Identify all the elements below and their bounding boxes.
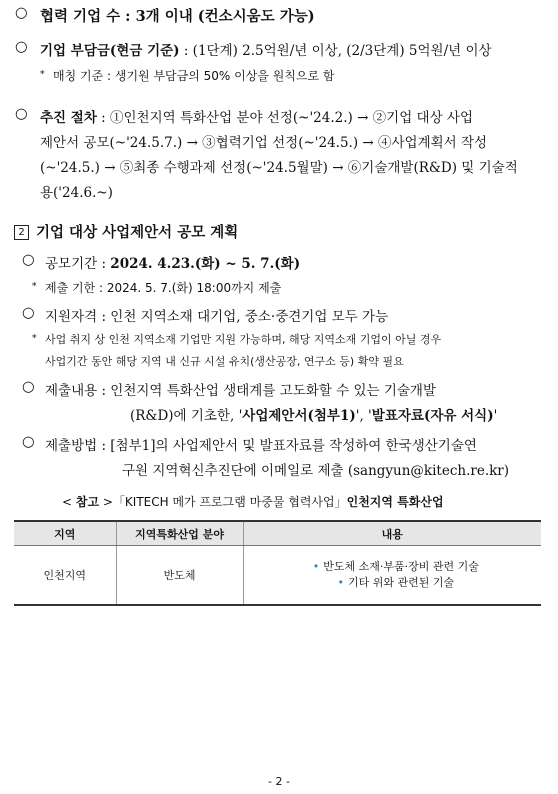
partner-count-line: 협력 기업 수 : 3개 이내 (컨소시움도 가능) bbox=[40, 8, 315, 25]
column-header-content: 내용 bbox=[243, 521, 541, 546]
submission-method-line-2: 구원 지역혁신추진단에 이메일로 제출 (sangyun@kitech.re.kr) bbox=[122, 463, 510, 479]
circle-bullet-icon: ○ bbox=[22, 379, 35, 395]
column-header-field: 지역특화산업 분야 bbox=[116, 521, 243, 546]
circle-bullet-icon: ○ bbox=[22, 305, 35, 321]
content-list-item bbox=[252, 559, 540, 575]
page-number: - 2 - bbox=[268, 775, 290, 788]
circle-bullet-icon: ○ bbox=[22, 434, 35, 450]
star-note-icon: * bbox=[32, 282, 37, 292]
submission-content-sep: ', ' bbox=[355, 408, 372, 424]
submission-content-prefix: (R&D)에 기초한, ' bbox=[130, 408, 243, 424]
deadline-note: 제출 기한 : 2024. 5. 7.(화) 18:00까지 제출 bbox=[45, 281, 282, 295]
table-header-row bbox=[14, 521, 541, 546]
procedure-line-4: 용('24.6.~) bbox=[40, 185, 113, 201]
period-value: 2024. 4.23.(화) ~ 5. 7.(화) bbox=[110, 256, 301, 272]
qualification-note-2: 사업기간 동안 해당 지역 내 신규 시설 유치(생산공장, 연구소 등) 확약 필요 bbox=[45, 355, 404, 368]
period-label: 공모기간 : bbox=[45, 256, 111, 272]
specialized-industry-table bbox=[14, 520, 541, 606]
content-item-text: 기타 위와 관련된 기술 bbox=[347, 576, 455, 589]
table-row bbox=[14, 546, 541, 606]
circle-bullet-icon: ○ bbox=[15, 5, 28, 21]
cell-content bbox=[243, 546, 541, 606]
circle-bullet-icon: ○ bbox=[15, 39, 28, 55]
star-note-icon: * bbox=[40, 70, 45, 80]
procedure-line-3: (~'24.5.) → ⑤최종 수행과제 선정(~'24.5월말) → ⑥기술개발(R&D) 및 기술적 bbox=[40, 160, 518, 176]
content-list-item bbox=[252, 575, 540, 591]
procedure-text: : ①인천지역 특화산업 분야 선정(~'24.2.) → ②기업 대상 사업 bbox=[96, 110, 473, 126]
reference-label: 참고 bbox=[75, 495, 100, 509]
dot-bullet-icon: • bbox=[312, 560, 320, 573]
company-contribution-text: : (1단계) 2.5억원/년 이상, (2/3단계) 5억원/년 이상 bbox=[179, 43, 492, 59]
reference-program-name: >「KITECH 메가 프로그램 마중물 협력사업」 bbox=[99, 495, 347, 509]
submission-content-end: ' bbox=[493, 408, 498, 424]
procedure-line-1 bbox=[40, 106, 473, 126]
circle-bullet-icon: ○ bbox=[22, 252, 35, 268]
reference-title bbox=[62, 493, 444, 510]
period-line bbox=[45, 252, 300, 272]
cell-field: 반도체 bbox=[116, 546, 243, 606]
reference-prefix: < bbox=[62, 495, 76, 509]
dot-bullet-icon: • bbox=[337, 576, 344, 589]
section-number-box: 2 bbox=[14, 225, 29, 240]
submission-content-line-2 bbox=[130, 404, 497, 424]
content-item-text: 반도체 소재·부품·장비 관련 기술 bbox=[323, 560, 479, 573]
procedure-label: 추진 절차 bbox=[40, 110, 97, 126]
cell-region: 인천지역 bbox=[14, 546, 116, 606]
submission-content-line-1: 제출내용 : 인천지역 특화산업 생태계를 고도화할 수 있는 기술개발 bbox=[45, 383, 436, 399]
column-header-region: 지역 bbox=[14, 521, 116, 546]
matching-criteria-note: 매칭 기준 : 생기원 부담금의 50% 이상을 원칙으로 함 bbox=[53, 69, 335, 83]
qualification-line: 지원자격 : 인천 지역소재 대기업, 중소·중견기업 모두 가능 bbox=[45, 309, 389, 325]
proposal-doc-label: 사업제안서(첨부1) bbox=[242, 408, 356, 424]
qualification-note-1: 사업 취지 상 인천 지역소재 기업만 지원 가능하며, 해당 지역소재 기업이 아닐 경우 bbox=[45, 333, 442, 346]
company-contribution-line bbox=[40, 39, 492, 59]
section-heading: 기업 대상 사업제안서 공모 계획 bbox=[36, 224, 239, 241]
procedure-line-2: 제안서 공모(~'24.5.7.) → ③협력기업 선정(~'24.5.) → ④사업계획서 작성 bbox=[40, 135, 488, 151]
submission-method-line-1: 제출방법 : [첨부1]의 사업제안서 및 발표자료를 작성하여 한국생산기술연 bbox=[45, 438, 477, 454]
reference-bold-text: 인천지역 특화산업 bbox=[346, 495, 444, 509]
circle-bullet-icon: ○ bbox=[15, 106, 28, 122]
star-note-icon: * bbox=[32, 334, 37, 344]
presentation-doc-label: 발표자료(자유 서식) bbox=[371, 408, 494, 424]
company-contribution-label: 기업 부담금(현금 기준) bbox=[40, 43, 180, 59]
